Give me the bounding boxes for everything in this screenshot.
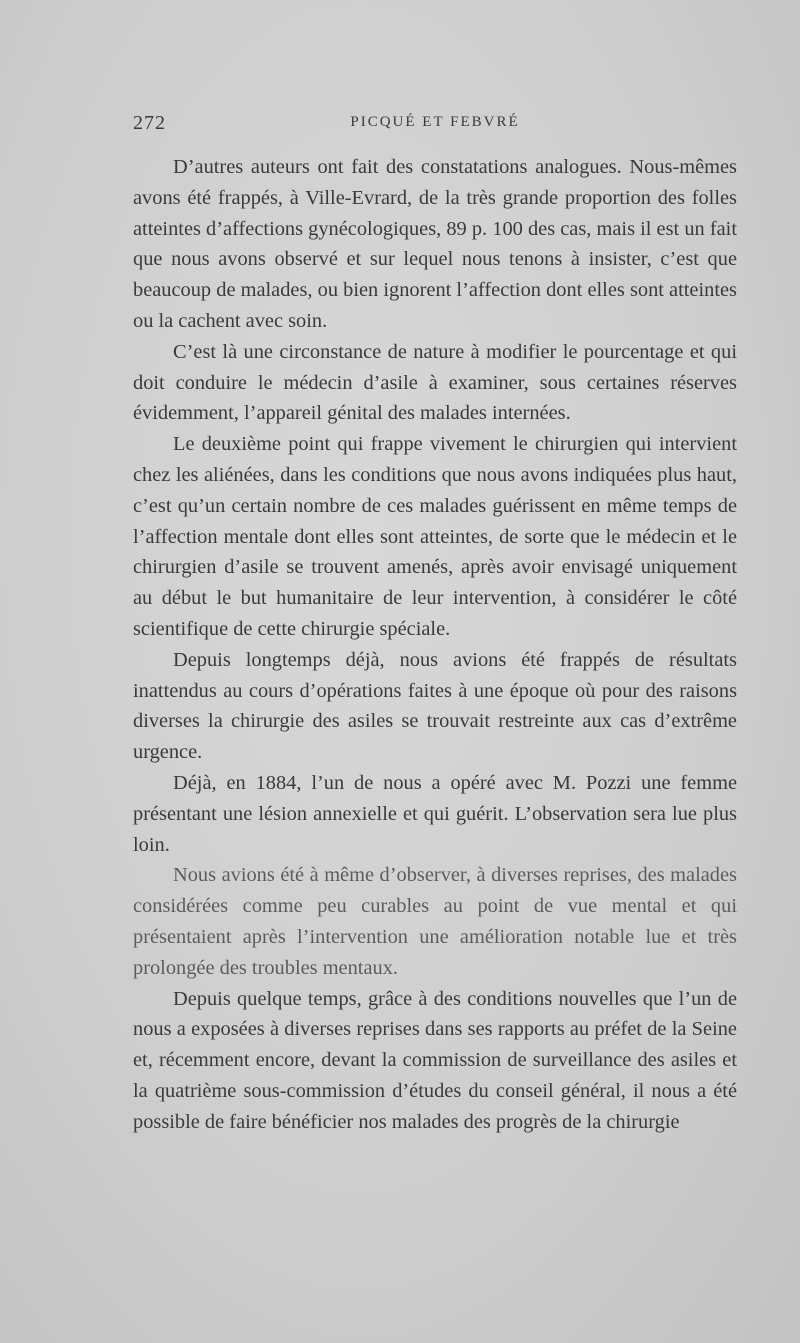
page-number: 272 bbox=[133, 112, 166, 134]
body-text bbox=[133, 152, 737, 1138]
paragraph-7: Depuis quelque temps, grâce à des conditions nouvelles que l’un de nous a exposées à diverses reprises dans ses rapports au préfet de la Seine et, récemment encore, devant la commission de surveillance des asiles et la quatrième sous-commission d’études du conseil général, il nous a été possible de faire bénéficier nos malades des progrès de la chirurgie bbox=[133, 987, 737, 1133]
paragraph-1: D’autres auteurs ont fait des constatations analogues. Nous-mêmes avons été frappés, à Ville-Evrard, de la très grande proportion des folles atteintes d’affections gynécologiques, 89 p. 100 des cas, mais il est un fait que nous avons observé et sur lequel nous tenons à insister, c’est que beaucoup de malades, ou bien ignorent l’affection dont elles sont atteintes ou la cachent avec soin. bbox=[133, 156, 737, 332]
paragraph-5: Déjà, en 1884, l’un de nous a opéré avec M. Pozzi une femme présentant une lésion annexielle et qui guérit. L’observation sera lue plus loin. bbox=[133, 771, 737, 856]
running-head: PICQUÉ ET FEBVRÉ bbox=[350, 114, 520, 130]
paragraph-3: Le deuxième point qui frappe vivement le chirurgien qui intervient chez les aliénées, dans les conditions que nous avons indiquées plus haut, c’est qu’un certain nombre de ces malades guérissent en même temps de l’affection mentale dont elles sont atteintes, de sorte que le médecin et le chirurgien d’asile se trouvent amenés, après avoir envisagé uniquement au début le but humanitaire de leur intervention, à considérer le côté scientifique de cette chirurgie spéciale. bbox=[133, 433, 737, 640]
page-header bbox=[133, 112, 737, 142]
paragraph-6: Nous avions été à même d’observer, à diverses reprises, des malades considérées comme peu curables au point de vue mental et qui présentaient après l’intervention une amélioration notable lue et très prolongée des troubles mentaux. bbox=[133, 864, 737, 979]
paragraph-2: C’est là une circonstance de nature à modifier le pourcentage et qui doit conduire le médecin d’asile à examiner, sous certaines réserves évidemment, l’appareil génital des malades internées. bbox=[133, 340, 737, 425]
paragraph-4: Depuis longtemps déjà, nous avions été frappés de résultats inattendus au cours d’opérations faites à une époque où pour des raisons diverses la chirurgie des asiles se trouvait restreinte aux cas d’extrême urgence. bbox=[133, 648, 737, 764]
